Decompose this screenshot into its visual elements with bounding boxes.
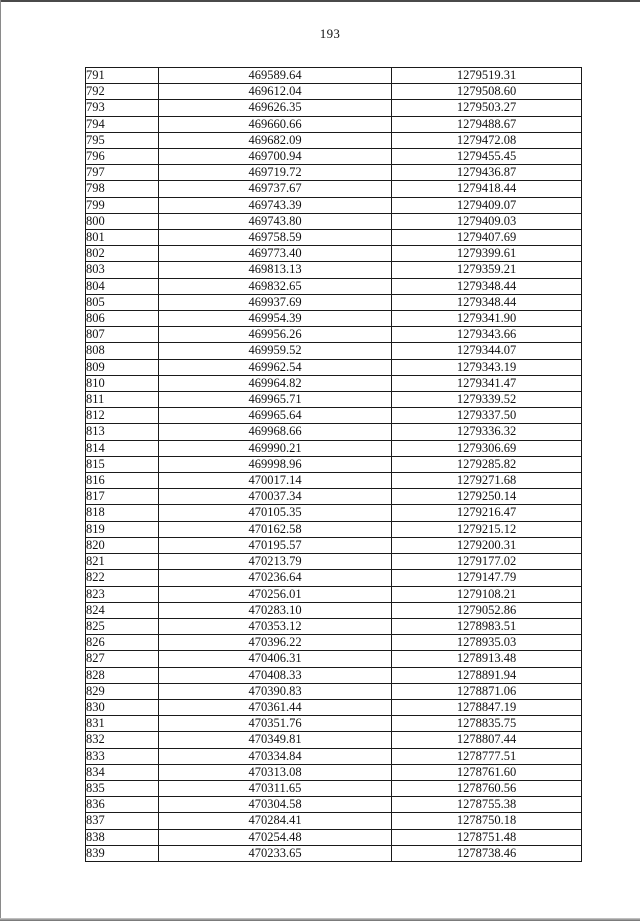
point-number-cell: 801: [86, 230, 159, 246]
x-coordinate-cell: 470408.33: [159, 667, 392, 683]
y-coordinate-cell: 1278807.44: [392, 732, 582, 748]
x-coordinate-cell: 469968.66: [159, 424, 392, 440]
y-coordinate-cell: 1279250.14: [392, 489, 582, 505]
y-coordinate-cell: 1279285.82: [392, 456, 582, 472]
point-number-cell: 820: [86, 537, 159, 553]
scan-top-edge: [0, 0, 640, 2]
point-number-cell: 817: [86, 489, 159, 505]
point-number-cell: 813: [86, 424, 159, 440]
y-coordinate-cell: 1279343.19: [392, 359, 582, 375]
x-coordinate-cell: 470195.57: [159, 537, 392, 553]
x-coordinate-cell: 469737.67: [159, 181, 392, 197]
x-coordinate-cell: 470353.12: [159, 618, 392, 634]
x-coordinate-cell: 470390.83: [159, 683, 392, 699]
y-coordinate-cell: 1279216.47: [392, 505, 582, 521]
point-number-cell: 826: [86, 635, 159, 651]
x-coordinate-cell: 469660.66: [159, 116, 392, 132]
y-coordinate-cell: 1279344.07: [392, 343, 582, 359]
y-coordinate-cell: 1278777.51: [392, 748, 582, 764]
x-coordinate-cell: 469813.13: [159, 262, 392, 278]
point-number-cell: 816: [86, 473, 159, 489]
point-number-cell: 819: [86, 521, 159, 537]
point-number-cell: 795: [86, 132, 159, 148]
table-row: [86, 392, 582, 408]
point-number-cell: 814: [86, 440, 159, 456]
table-row: [86, 473, 582, 489]
coordinates-table-body: [86, 68, 582, 862]
y-coordinate-cell: 1279348.44: [392, 294, 582, 310]
table-row: [86, 651, 582, 667]
point-number-cell: 828: [86, 667, 159, 683]
table-row: [86, 359, 582, 375]
table-row: [86, 343, 582, 359]
table-row: [86, 505, 582, 521]
table-row: [86, 456, 582, 472]
x-coordinate-cell: 470396.22: [159, 635, 392, 651]
x-coordinate-cell: 470213.79: [159, 554, 392, 570]
point-number-cell: 831: [86, 716, 159, 732]
x-coordinate-cell: 469965.64: [159, 408, 392, 424]
point-number-cell: 833: [86, 748, 159, 764]
table-row: [86, 683, 582, 699]
point-number-cell: 791: [86, 68, 159, 84]
x-coordinate-cell: 469719.72: [159, 165, 392, 181]
y-coordinate-cell: 1278751.48: [392, 829, 582, 845]
point-number-cell: 806: [86, 311, 159, 327]
x-coordinate-cell: 470284.41: [159, 813, 392, 829]
x-coordinate-cell: 469612.04: [159, 84, 392, 100]
x-coordinate-cell: 469937.69: [159, 294, 392, 310]
point-number-cell: 811: [86, 392, 159, 408]
point-number-cell: 830: [86, 699, 159, 715]
table-row: [86, 327, 582, 343]
table-row: [86, 197, 582, 213]
y-coordinate-cell: 1279409.07: [392, 197, 582, 213]
y-coordinate-cell: 1279348.44: [392, 278, 582, 294]
y-coordinate-cell: 1279399.61: [392, 246, 582, 262]
y-coordinate-cell: 1279359.21: [392, 262, 582, 278]
table-row: [86, 618, 582, 634]
y-coordinate-cell: 1279336.32: [392, 424, 582, 440]
y-coordinate-cell: 1279271.68: [392, 473, 582, 489]
table-row: [86, 570, 582, 586]
table-row: [86, 181, 582, 197]
table-row: [86, 116, 582, 132]
x-coordinate-cell: 469965.71: [159, 392, 392, 408]
scan-left-edge: [0, 0, 1, 921]
point-number-cell: 794: [86, 116, 159, 132]
point-number-cell: 797: [86, 165, 159, 181]
point-number-cell: 836: [86, 797, 159, 813]
y-coordinate-cell: 1279052.86: [392, 602, 582, 618]
table-row: [86, 213, 582, 229]
point-number-cell: 815: [86, 456, 159, 472]
point-number-cell: 799: [86, 197, 159, 213]
table-row: [86, 716, 582, 732]
point-number-cell: 818: [86, 505, 159, 521]
y-coordinate-cell: 1278761.60: [392, 764, 582, 780]
point-number-cell: 823: [86, 586, 159, 602]
table-row: [86, 732, 582, 748]
y-coordinate-cell: 1279147.79: [392, 570, 582, 586]
point-number-cell: 829: [86, 683, 159, 699]
point-number-cell: 805: [86, 294, 159, 310]
point-number-cell: 798: [86, 181, 159, 197]
x-coordinate-cell: 469743.39: [159, 197, 392, 213]
table-row: [86, 699, 582, 715]
table-row: [86, 278, 582, 294]
x-coordinate-cell: 469954.39: [159, 311, 392, 327]
x-coordinate-cell: 469956.26: [159, 327, 392, 343]
table-row: [86, 262, 582, 278]
x-coordinate-cell: 470361.44: [159, 699, 392, 715]
point-number-cell: 835: [86, 780, 159, 796]
y-coordinate-cell: 1278755.38: [392, 797, 582, 813]
x-coordinate-cell: 469998.96: [159, 456, 392, 472]
x-coordinate-cell: 470236.64: [159, 570, 392, 586]
y-coordinate-cell: 1279488.67: [392, 116, 582, 132]
point-number-cell: 803: [86, 262, 159, 278]
x-coordinate-cell: 470351.76: [159, 716, 392, 732]
point-number-cell: 837: [86, 813, 159, 829]
table-row: [86, 84, 582, 100]
table-row: [86, 408, 582, 424]
table-row: [86, 554, 582, 570]
y-coordinate-cell: 1278738.46: [392, 845, 582, 861]
point-number-cell: 838: [86, 829, 159, 845]
x-coordinate-cell: 470256.01: [159, 586, 392, 602]
table-row: [86, 440, 582, 456]
y-coordinate-cell: 1278913.48: [392, 651, 582, 667]
table-row: [86, 602, 582, 618]
x-coordinate-cell: 469589.64: [159, 68, 392, 84]
y-coordinate-cell: 1279472.08: [392, 132, 582, 148]
y-coordinate-cell: 1279339.52: [392, 392, 582, 408]
table-row: [86, 845, 582, 861]
point-number-cell: 802: [86, 246, 159, 262]
table-row: [86, 537, 582, 553]
x-coordinate-cell: 470334.84: [159, 748, 392, 764]
point-number-cell: 832: [86, 732, 159, 748]
point-number-cell: 807: [86, 327, 159, 343]
y-coordinate-cell: 1279343.66: [392, 327, 582, 343]
table-row: [86, 667, 582, 683]
table-row: [86, 132, 582, 148]
table-row: [86, 311, 582, 327]
x-coordinate-cell: 470017.14: [159, 473, 392, 489]
y-coordinate-cell: 1279306.69: [392, 440, 582, 456]
point-number-cell: 800: [86, 213, 159, 229]
point-number-cell: 810: [86, 375, 159, 391]
point-number-cell: 812: [86, 408, 159, 424]
x-coordinate-cell: 470283.10: [159, 602, 392, 618]
y-coordinate-cell: 1279409.03: [392, 213, 582, 229]
y-coordinate-cell: 1279407.69: [392, 230, 582, 246]
page-number: 193: [319, 26, 341, 41]
point-number-cell: 821: [86, 554, 159, 570]
y-coordinate-cell: 1279436.87: [392, 165, 582, 181]
point-number-cell: 808: [86, 343, 159, 359]
x-coordinate-cell: 469626.35: [159, 100, 392, 116]
x-coordinate-cell: 470105.35: [159, 505, 392, 521]
coordinates-table: [85, 67, 582, 862]
table-row: [86, 780, 582, 796]
table-row: [86, 764, 582, 780]
point-number-cell: 792: [86, 84, 159, 100]
point-number-cell: 834: [86, 764, 159, 780]
point-number-cell: 824: [86, 602, 159, 618]
table-row: [86, 489, 582, 505]
y-coordinate-cell: 1279508.60: [392, 84, 582, 100]
y-coordinate-cell: 1278835.75: [392, 716, 582, 732]
table-row: [86, 100, 582, 116]
table-row: [86, 424, 582, 440]
y-coordinate-cell: 1278935.03: [392, 635, 582, 651]
table-row: [86, 586, 582, 602]
x-coordinate-cell: 470406.31: [159, 651, 392, 667]
table-row: [86, 635, 582, 651]
table-row: [86, 375, 582, 391]
y-coordinate-cell: 1279341.90: [392, 311, 582, 327]
x-coordinate-cell: 469962.54: [159, 359, 392, 375]
y-coordinate-cell: 1279418.44: [392, 181, 582, 197]
point-number-cell: 809: [86, 359, 159, 375]
y-coordinate-cell: 1278871.06: [392, 683, 582, 699]
table-row: [86, 246, 582, 262]
y-coordinate-cell: 1278847.19: [392, 699, 582, 715]
table-row: [86, 521, 582, 537]
table-row: [86, 813, 582, 829]
x-coordinate-cell: 469990.21: [159, 440, 392, 456]
point-number-cell: 827: [86, 651, 159, 667]
x-coordinate-cell: 469743.80: [159, 213, 392, 229]
y-coordinate-cell: 1278760.56: [392, 780, 582, 796]
table-row: [86, 748, 582, 764]
x-coordinate-cell: 470349.81: [159, 732, 392, 748]
x-coordinate-cell: 469964.82: [159, 375, 392, 391]
point-number-cell: 804: [86, 278, 159, 294]
x-coordinate-cell: 470254.48: [159, 829, 392, 845]
point-number-cell: 839: [86, 845, 159, 861]
x-coordinate-cell: 469700.94: [159, 149, 392, 165]
y-coordinate-cell: 1279503.27: [392, 100, 582, 116]
y-coordinate-cell: 1279519.31: [392, 68, 582, 84]
point-number-cell: 822: [86, 570, 159, 586]
x-coordinate-cell: 470037.34: [159, 489, 392, 505]
y-coordinate-cell: 1279341.47: [392, 375, 582, 391]
point-number-cell: 793: [86, 100, 159, 116]
y-coordinate-cell: 1279200.31: [392, 537, 582, 553]
x-coordinate-cell: 470304.58: [159, 797, 392, 813]
x-coordinate-cell: 470233.65: [159, 845, 392, 861]
table-row: [86, 294, 582, 310]
point-number-cell: 796: [86, 149, 159, 165]
y-coordinate-cell: 1279215.12: [392, 521, 582, 537]
y-coordinate-cell: 1278983.51: [392, 618, 582, 634]
x-coordinate-cell: 469959.52: [159, 343, 392, 359]
table-row: [86, 165, 582, 181]
table-row: [86, 829, 582, 845]
table-row: [86, 149, 582, 165]
table-row: [86, 797, 582, 813]
x-coordinate-cell: 470313.08: [159, 764, 392, 780]
x-coordinate-cell: 469773.40: [159, 246, 392, 262]
x-coordinate-cell: 469682.09: [159, 132, 392, 148]
y-coordinate-cell: 1278750.18: [392, 813, 582, 829]
x-coordinate-cell: 470311.65: [159, 780, 392, 796]
x-coordinate-cell: 469758.59: [159, 230, 392, 246]
x-coordinate-cell: 469832.65: [159, 278, 392, 294]
y-coordinate-cell: 1279177.02: [392, 554, 582, 570]
y-coordinate-cell: 1278891.94: [392, 667, 582, 683]
table-row: [86, 230, 582, 246]
y-coordinate-cell: 1279337.50: [392, 408, 582, 424]
point-number-cell: 825: [86, 618, 159, 634]
y-coordinate-cell: 1279108.21: [392, 586, 582, 602]
x-coordinate-cell: 470162.58: [159, 521, 392, 537]
table-row: [86, 68, 582, 84]
y-coordinate-cell: 1279455.45: [392, 149, 582, 165]
